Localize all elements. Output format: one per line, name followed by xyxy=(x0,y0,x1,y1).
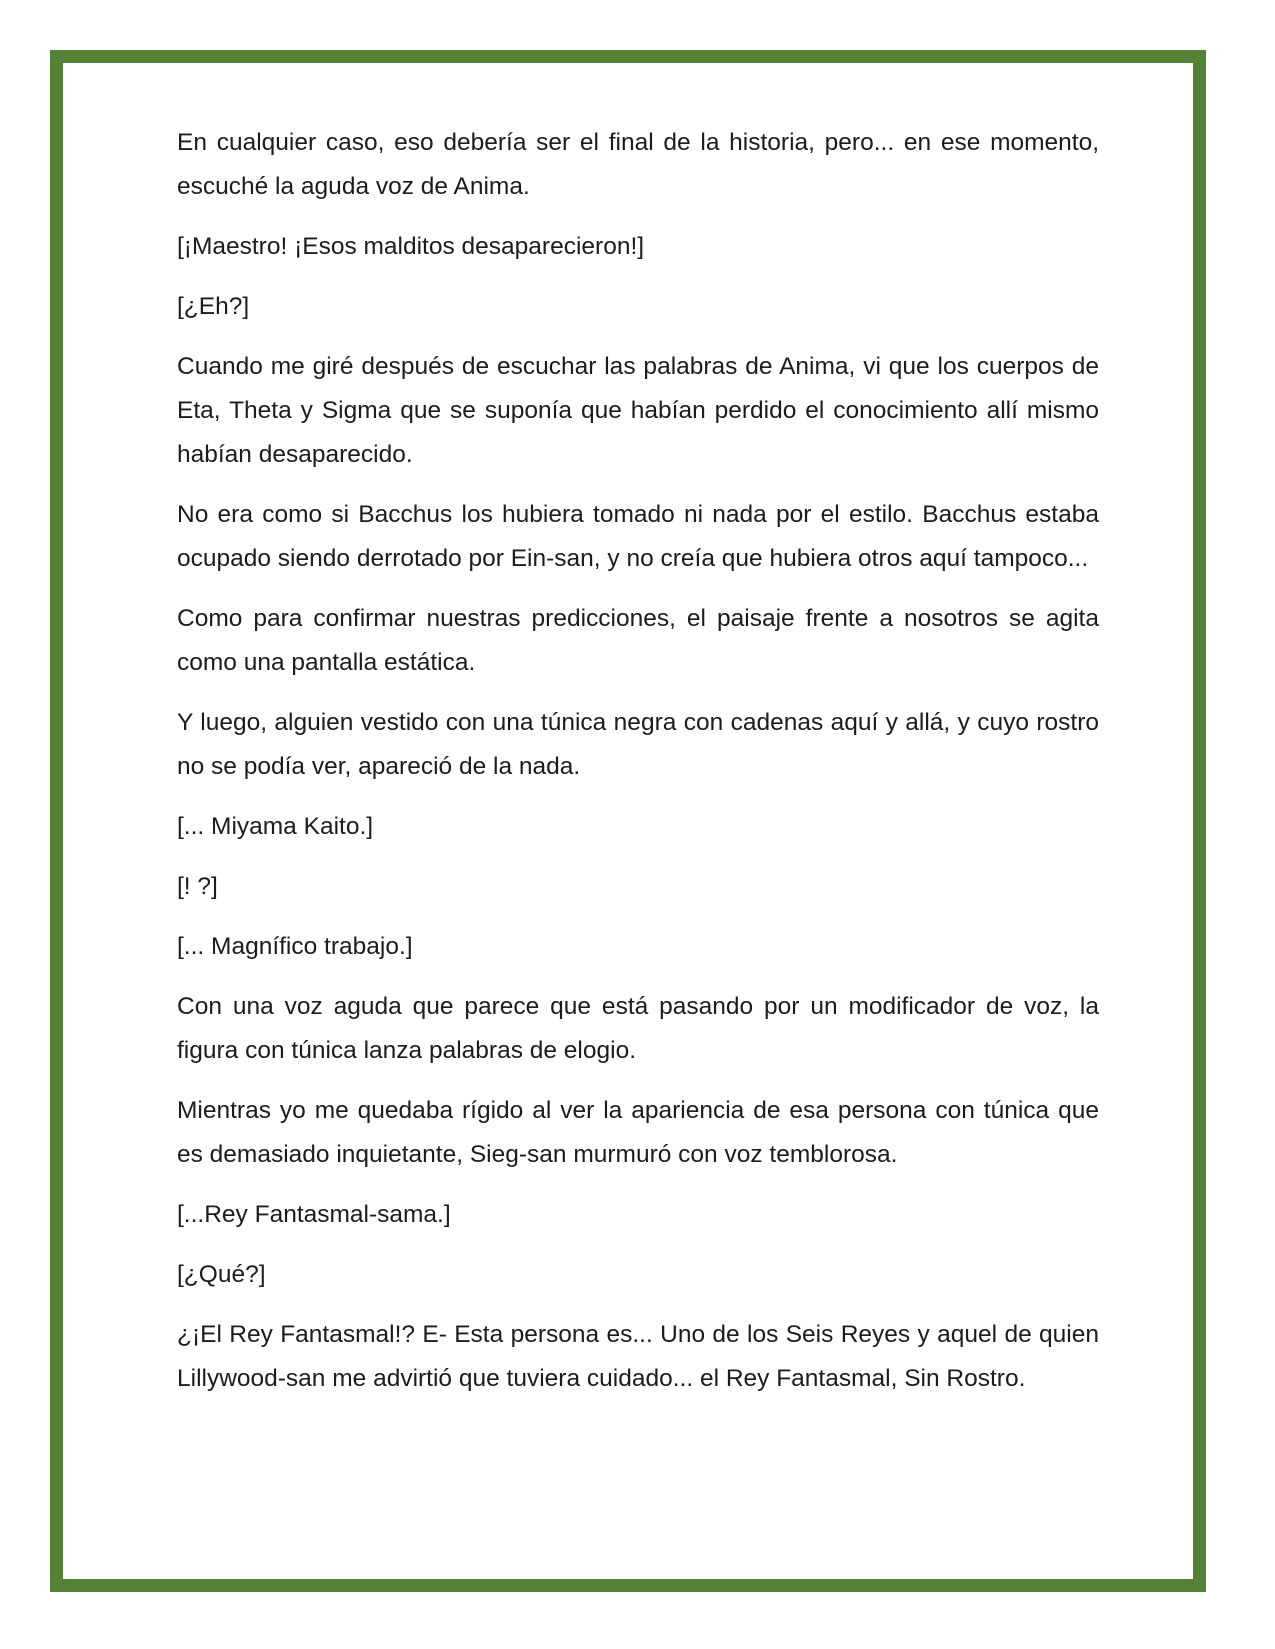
dialogue-line: [¿Qué?] xyxy=(177,1261,266,1288)
dialogue-line: [¿Eh?] xyxy=(177,293,250,320)
paragraph: Y luego, alguien vestido con una túnica negra con cadenas aquí y allá, y cuyo rostro no se podía ver, apareció de la nada. xyxy=(177,709,1099,780)
dialogue-line: [... Miyama Kaito.] xyxy=(177,813,374,840)
paragraph: Mientras yo me quedaba rígido al ver la apariencia de esa persona con túnica que es demasiado inquietante, Sieg-san murmuró con voz temblorosa. xyxy=(177,1097,1099,1168)
paragraph: Cuando me giré después de escuchar las palabras de Anima, vi que los cuerpos de Eta, Theta y Sigma que se suponía que habían perdido el conocimiento allí mismo habían desaparecido. xyxy=(177,353,1099,468)
dialogue-line: [! ?] xyxy=(177,873,218,900)
paragraph: Como para confirmar nuestras predicciones, el paisaje frente a nosotros se agita como una pantalla estática. xyxy=(177,605,1099,676)
paragraph: ¿¡El Rey Fantasmal!? E- Esta persona es... Uno de los Seis Reyes y aquel de quien Lillywood-san me advirtió que tuviera cuidado... el Rey Fantasmal, Sin Rostro. xyxy=(177,1321,1099,1392)
paragraph: Con una voz aguda que parece que está pasando por un modificador de voz, la figura con túnica lanza palabras de elogio. xyxy=(177,993,1099,1064)
paragraph: No era como si Bacchus los hubiera tomado ni nada por el estilo. Bacchus estaba ocupado siendo derrotado por Ein-san, y no creía que hubiera otros aquí tampoco... xyxy=(177,501,1099,572)
dialogue-line: [...Rey Fantasmal-sama.] xyxy=(177,1201,451,1228)
paragraph: En cualquier caso, eso debería ser el final de la historia, pero... en ese momento, escuché la aguda voz de Anima. xyxy=(177,129,1099,200)
dialogue-line: [¡Maestro! ¡Esos malditos desaparecieron!] xyxy=(177,233,645,260)
dialogue-line: [... Magnífico trabajo.] xyxy=(177,933,413,960)
document-body xyxy=(177,121,1099,1417)
